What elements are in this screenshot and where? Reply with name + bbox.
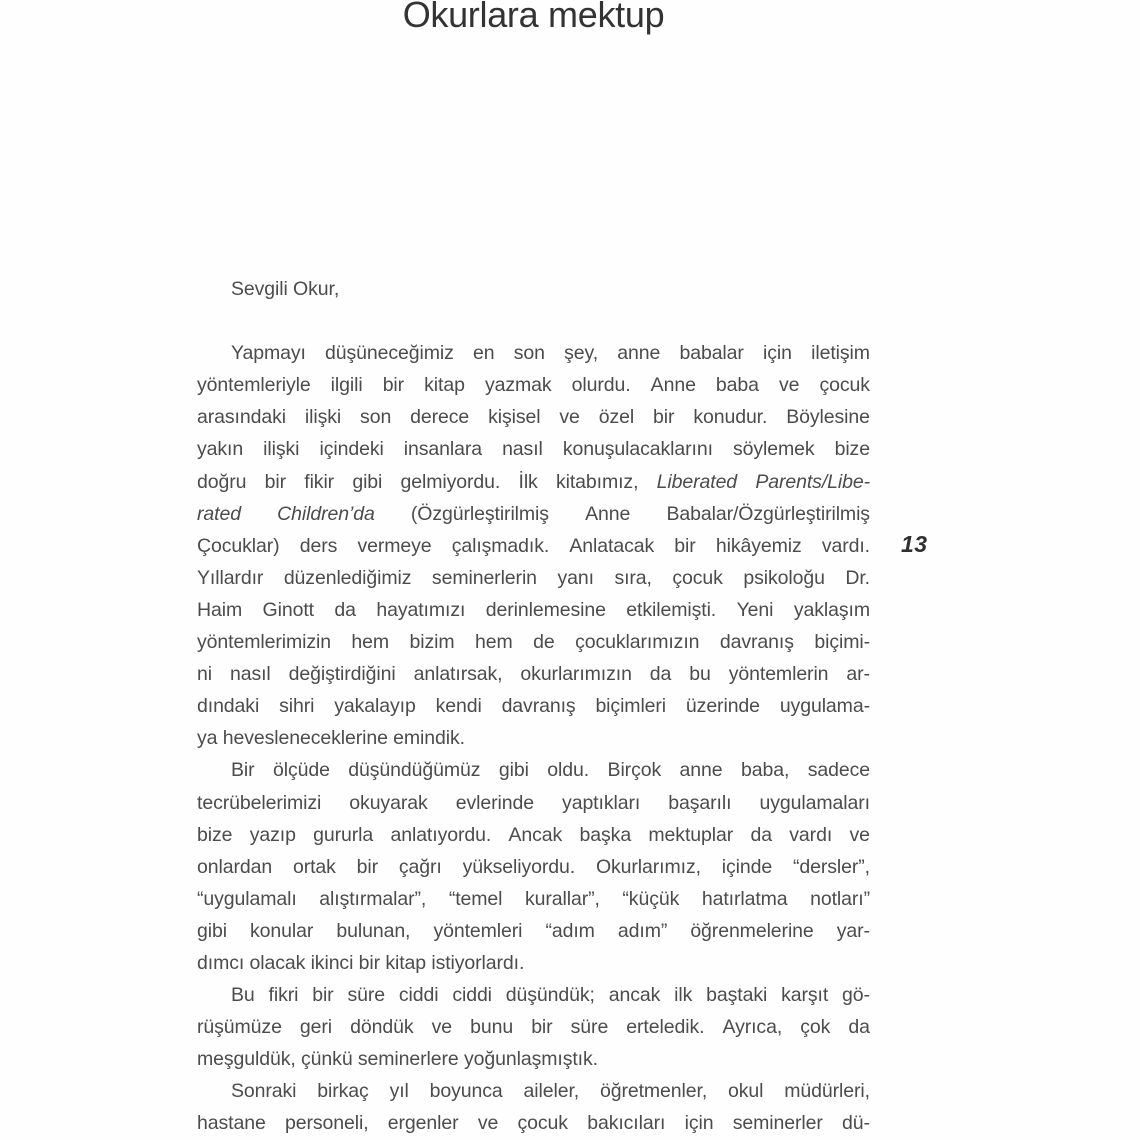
word: fikir <box>304 470 335 493</box>
word: düşündük; <box>505 984 595 1007</box>
text-line <box>197 401 870 433</box>
text-line <box>197 947 870 979</box>
word: boyunca <box>429 1080 503 1103</box>
text-line <box>197 915 870 947</box>
word: biçimi- <box>814 631 870 654</box>
word: Ayrıca, <box>722 1016 783 1039</box>
word: ölçüde <box>272 759 330 782</box>
word: Anne <box>650 374 696 397</box>
word: dü- <box>842 1112 870 1135</box>
text-line <box>197 369 870 401</box>
word: seminerlerin <box>431 566 537 589</box>
word: yanı <box>557 566 594 589</box>
word: sihri <box>279 695 315 718</box>
word: başka <box>579 823 632 846</box>
text-line <box>197 1075 870 1107</box>
word: çok <box>800 1016 831 1039</box>
word: üzerinde <box>685 695 760 718</box>
word: kitap <box>424 374 465 397</box>
text-segment: ya hevesleneceklerine emindik. <box>197 727 465 750</box>
text-line <box>197 273 870 305</box>
word: da <box>649 663 672 686</box>
word: konular <box>250 919 314 942</box>
text-line <box>197 722 870 754</box>
word: bizim <box>409 631 455 654</box>
word: Çocuklar) <box>197 534 280 557</box>
word: yöntemlerimizin <box>197 631 331 654</box>
word: düzenlediğimiz <box>283 566 412 589</box>
word: hikâyemiz <box>715 534 802 557</box>
word: alıştırmalar”, <box>319 887 427 910</box>
word: yazmak <box>484 374 552 397</box>
word: bakıcıları <box>587 1112 666 1135</box>
word: sadece <box>807 759 870 782</box>
word: Böylesine <box>786 406 870 429</box>
word: için <box>763 342 792 365</box>
word: Dr. <box>845 566 870 589</box>
word: yaptıkları <box>562 791 641 814</box>
word: insanlara <box>403 438 482 461</box>
word: Anne <box>585 502 631 525</box>
text-line <box>197 979 870 1011</box>
word: “uygulamalı <box>197 887 297 910</box>
text-line <box>197 754 870 786</box>
word: evlerinde <box>455 791 534 814</box>
word: adım” <box>617 919 668 942</box>
word: rated <box>197 502 241 525</box>
word: anlatıyordu. <box>390 823 492 846</box>
word: ni <box>197 663 212 686</box>
text-line <box>197 1107 870 1139</box>
word: Sonraki <box>231 1080 297 1103</box>
word: arasındaki <box>197 406 286 429</box>
word: Ginott <box>262 598 314 621</box>
word: okurlarımızın <box>520 663 632 686</box>
word: fikri <box>268 984 299 1007</box>
word: bir <box>382 374 405 397</box>
word: bu <box>689 663 711 686</box>
word: en <box>473 342 495 365</box>
word: ergenler <box>387 1112 459 1135</box>
word: davranış <box>719 631 794 654</box>
word: ilk <box>674 984 693 1007</box>
word: Birçok <box>607 759 662 782</box>
word: gibi <box>352 470 383 493</box>
word: uygulamaları <box>759 791 870 814</box>
word: mektuplar <box>648 823 734 846</box>
page-number: 13 <box>901 531 928 557</box>
word: çalışmadık. <box>451 534 550 557</box>
word: bize <box>197 823 233 846</box>
word: vermeye <box>357 534 432 557</box>
word: doğru <box>197 470 247 493</box>
word: Babalar/Özgürleştirilmiş <box>666 502 870 525</box>
word: yöntemleriyle <box>197 374 311 397</box>
word: “temel <box>448 887 503 910</box>
word: rüşümüze <box>197 1016 282 1039</box>
word: kişisel <box>488 406 541 429</box>
text-line <box>197 883 870 915</box>
word: düşündüğümüz <box>348 759 481 782</box>
word: gö- <box>842 984 870 1007</box>
text-line <box>197 626 870 658</box>
word: ve <box>559 406 580 429</box>
body-text <box>197 273 870 1140</box>
word: düşüneceğimiz <box>325 342 454 365</box>
word: son <box>360 406 392 429</box>
text-segment: dımcı olacak ikinci bir kitap istiyorlardı. <box>197 951 525 974</box>
text-line <box>197 690 870 722</box>
word: ciddi <box>452 984 492 1007</box>
word: hastane <box>197 1112 266 1135</box>
text-line <box>197 819 870 851</box>
word: bize <box>834 438 870 461</box>
word: ve <box>779 374 800 397</box>
text-segment: meşguldük, çünkü seminerlere yoğunlaşmıştık. <box>197 1048 598 1071</box>
word: “adım <box>545 919 595 942</box>
word: yaklaşım <box>793 598 870 621</box>
word: yıl <box>389 1080 409 1103</box>
word: İlk <box>518 470 538 493</box>
word: hem <box>351 631 390 654</box>
word: Okurlarımız, <box>595 855 701 878</box>
word: da <box>334 598 356 621</box>
text-line <box>197 1043 870 1075</box>
word: erteledik. <box>626 1016 705 1039</box>
word: anlatırsak, <box>413 663 503 686</box>
word: ar- <box>846 663 870 686</box>
word: yakın <box>197 438 244 461</box>
word: Bir <box>231 759 255 782</box>
word: Yıllardır <box>197 566 264 589</box>
word: söylemek <box>732 438 815 461</box>
word: sıra, <box>614 566 652 589</box>
word: Haim <box>197 598 243 621</box>
word: için <box>684 1112 714 1135</box>
word: personeli, <box>284 1112 369 1135</box>
text-line <box>197 658 870 690</box>
word: aileler, <box>523 1080 580 1103</box>
word: süre <box>570 1016 609 1039</box>
text-line <box>197 466 870 498</box>
word: biçimleri <box>595 695 667 718</box>
word: “dersler”, <box>792 855 870 878</box>
word: baba <box>715 374 759 397</box>
word: çocuklarımızın <box>575 631 700 654</box>
word: şey, <box>564 342 599 365</box>
word: de <box>533 631 555 654</box>
word: bulunan, <box>336 919 411 942</box>
word: yazıp <box>249 823 296 846</box>
word: ortak <box>292 855 336 878</box>
word: Liberated <box>656 470 738 493</box>
word: Bu <box>231 984 255 1007</box>
word: Ancak <box>508 823 563 846</box>
text-line <box>197 433 870 465</box>
word: gibi <box>197 919 227 942</box>
text-line <box>197 562 870 594</box>
word: nasıl <box>229 663 271 686</box>
word: çağrı <box>398 855 442 878</box>
word: öğretmenler, <box>599 1080 708 1103</box>
word: Parents/Libe- <box>755 470 870 493</box>
word: Yapmayı <box>231 342 306 365</box>
word: yar- <box>836 919 870 942</box>
blank-line <box>197 305 870 337</box>
word: oldu. <box>547 759 590 782</box>
word: okuyarak <box>349 791 428 814</box>
word: içinde <box>721 855 773 878</box>
word: konuşulacaklarını <box>562 438 713 461</box>
word: vardı. <box>821 534 870 557</box>
word: müdürleri, <box>784 1080 870 1103</box>
word: anne <box>617 342 661 365</box>
word: ilişki <box>304 406 342 429</box>
word: hatırlatma <box>701 887 788 910</box>
word: Anlatacak <box>569 534 655 557</box>
word: bir <box>531 1016 553 1039</box>
word: babalar <box>679 342 744 365</box>
word: olurdu. <box>571 374 631 397</box>
word: yöntemlerin <box>728 663 829 686</box>
text-line <box>197 530 870 562</box>
word: kitabımız, <box>555 470 639 493</box>
text-line <box>197 1011 870 1043</box>
word: yakalayıp <box>334 695 416 718</box>
word: ilgili <box>330 374 363 397</box>
word: bir <box>653 406 675 429</box>
word: ciddi <box>398 984 439 1007</box>
word: süre <box>347 984 385 1007</box>
page-title: Okurlara mektup <box>402 0 665 35</box>
word: Children’da <box>277 502 375 525</box>
word: ders <box>299 534 338 557</box>
word: derinlemesine <box>485 598 606 621</box>
word: ve <box>431 1016 453 1039</box>
word: döndük <box>350 1016 414 1039</box>
word: gelmiyordu. <box>400 470 501 493</box>
text-line <box>197 787 870 819</box>
word: anne <box>679 759 723 782</box>
word: bunu <box>470 1016 514 1039</box>
word: okul <box>728 1080 764 1103</box>
word: da <box>750 823 772 846</box>
word: da <box>848 1016 870 1039</box>
word: Yeni <box>736 598 774 621</box>
word: derece <box>410 406 470 429</box>
word: iletişim <box>811 342 870 365</box>
word: bir <box>356 855 379 878</box>
word: özel <box>598 406 635 429</box>
text-segment: Sevgili Okur, <box>231 278 340 300</box>
word: ilişki <box>263 438 300 461</box>
word: uygulama- <box>779 695 870 718</box>
word: nasıl <box>502 438 543 461</box>
word: ve <box>849 823 870 846</box>
word: notları” <box>810 887 870 910</box>
word: kurallar”, <box>524 887 600 910</box>
word: birkaç <box>317 1080 369 1103</box>
word: baştaki <box>706 984 768 1007</box>
word: psikoloğu <box>743 566 825 589</box>
word: vardı <box>789 823 833 846</box>
word: ancak <box>608 984 661 1007</box>
word: konudur. <box>693 406 768 429</box>
word: dındaki <box>197 695 260 718</box>
word: değiştirdiğini <box>288 663 396 686</box>
word: “küçük <box>622 887 680 910</box>
word: çocuk <box>819 374 870 397</box>
word: gururla <box>313 823 374 846</box>
word: (Özgürleştirilmiş <box>410 502 549 525</box>
word: bir <box>264 470 286 493</box>
word: başarılı <box>668 791 732 814</box>
text-line <box>197 498 870 530</box>
text-line <box>197 851 870 883</box>
word: son <box>513 342 545 365</box>
word: gibi <box>498 759 529 782</box>
word: etkilemişti. <box>626 598 717 621</box>
word: karşıt <box>781 984 829 1007</box>
word: bir <box>674 534 696 557</box>
word: çocuk <box>517 1112 568 1135</box>
word: seminerler <box>732 1112 823 1135</box>
word: tecrübelerimizi <box>197 791 322 814</box>
text-line <box>197 337 870 369</box>
word: geri <box>299 1016 333 1039</box>
word: öğrenmelerine <box>690 919 814 942</box>
word: bir <box>312 984 334 1007</box>
word: onlardan <box>197 855 273 878</box>
word: içindeki <box>319 438 384 461</box>
word: baba, <box>740 759 790 782</box>
word: davranış <box>501 695 576 718</box>
text-line <box>197 594 870 626</box>
word: hem <box>475 631 513 654</box>
word: çocuk <box>672 566 723 589</box>
word: ve <box>477 1112 499 1135</box>
word: yöntemleri <box>433 919 523 942</box>
word: kendi <box>435 695 482 718</box>
word: hayatımızı <box>376 598 466 621</box>
word: yükseliyordu. <box>462 855 576 878</box>
